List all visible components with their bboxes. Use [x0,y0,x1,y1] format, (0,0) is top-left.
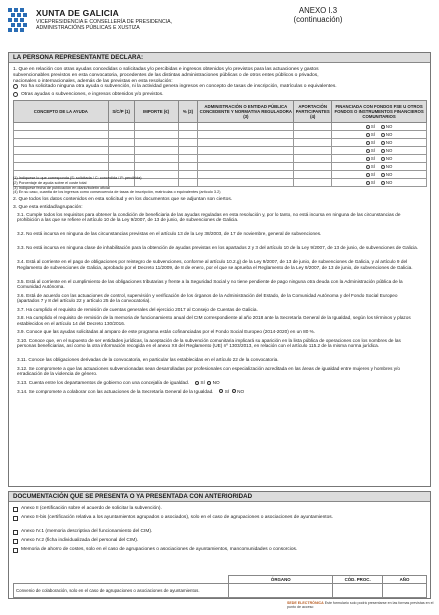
convenio-label: Convenio de colaboración, solo en el caso de agrupaciones o asociaciones de ayuntamientos. [14,584,229,598]
table-cell-input[interactable] [178,163,198,171]
no-option[interactable]: NO [381,156,392,161]
declaration-1: 1. Que en relación con otras ayudas concedidas o solicitadas y/o percibidas e ingresos obtenidos y/o previstos para las actuaciones y gastos subvencionables previstos en esta convocatoria, procedentes de las distintas administraciones públicas o de otros entes públicos o privados, nacionales o internacionales, además de las previstas en esta resolución: [13,67,319,84]
no-option[interactable]: NO [381,148,392,153]
table-cell-input[interactable] [108,131,134,139]
declaration-item: 3.13. Cuenta entre los departamentos de gobierno con una concejalía de igualdad. SÍ NO [17,380,220,385]
radio-icon[interactable] [219,389,223,393]
col-contribution: APORTACIÓN PARTICIPANTES (4) [294,101,332,123]
table-cell-input[interactable] [14,155,109,163]
radio-icon[interactable] [366,173,370,177]
table-cell-input[interactable] [108,139,134,147]
radio-icon[interactable] [207,381,211,385]
col-amount: IMPORTE (€) [134,101,178,123]
table-cell-input[interactable] [198,131,294,139]
yes-no-choice[interactable]: SÍ NO [219,389,244,394]
section-title: DOCUMENTACIÓN QUE SE PRESENTA O YA PRESENTADA CON ANTERIORIDAD [9,492,430,502]
checkbox-icon[interactable] [13,516,18,521]
radio-icon[interactable] [13,92,18,97]
declaration-item: 3.10. Conoce que, en el supuesto de ser entidades jurídicas, la aceptación de la subvención comunitaria implicará su aparición en la lista pública de operaciones con los nombres de las personas beneficiarias, así como la otra información recogida en el anexo XII del Reglamento (UE) nº 1303/2013, en relación con el artículo 115.2 de la misma norma jurídica. [17,338,401,349]
radio-icon[interactable] [366,165,370,169]
table-row [14,139,427,147]
yes-option[interactable]: SÍ [366,124,375,129]
eu-funds-choice[interactable] [332,163,427,171]
radio-icon[interactable] [195,381,199,385]
table-cell-input[interactable] [134,139,178,147]
radio-other-aid[interactable]: Otras ayudas o subvenciones, e ingresos obtenidos y/o previstos. [13,92,163,98]
table-cell-input[interactable] [198,163,294,171]
declaration-3: 3. Que esta entidad/agrupación: [13,205,83,210]
footer-note: SEDE ELECTRÓNICA Este formulario solo podrá presentarse en las formas previstas en el punto de acceso [287,601,434,610]
radio-icon[interactable] [381,173,385,177]
year-input[interactable] [383,584,427,598]
table-cell-input[interactable] [108,123,134,131]
org-name: XUNTA DE GALICIA [36,8,120,18]
table-cell-input[interactable] [294,179,332,187]
document-item[interactable]: Memoria de ahorro de costes, solo en el caso de agrupaciones o asociaciones de ayuntamientos, mancomunidades o consorcios. [13,547,427,553]
table-cell-input[interactable] [178,139,198,147]
radio-icon[interactable] [366,157,370,161]
organ-table [13,575,427,598]
yes-option[interactable]: SÍ [366,172,375,177]
radio-icon[interactable] [366,141,370,145]
table-cell-input[interactable] [178,131,198,139]
yes-option[interactable]: SÍ [366,148,375,153]
no-option[interactable]: NO [381,140,392,145]
col-percent: % (2) [178,101,198,123]
table-row [14,147,427,155]
declaration-item: 3.4. Está al corriente en el pago de obligaciones por reintegro de subvenciones, conforme al artículo 10.2.g) de la Ley 9/2007, de 13 de junio, de subvenciones de Galicia, y al artículo 9 del Reglamento de subvenciones de Galicia, aprobado por el Decreto 11/2009, de 8 de enero, por el que se aprueba el Reglamento de la Ley 9/2007, de 13 de junio, de subvenciones de Galicia. [17,259,413,270]
radio-icon[interactable] [366,125,370,129]
eu-funds-choice[interactable] [332,131,427,139]
checkbox-icon[interactable] [13,507,18,512]
yes-option[interactable]: SÍ [366,140,375,145]
no-option[interactable]: NO [381,164,392,169]
documentation-section [8,491,431,599]
table-cell-input[interactable] [178,147,198,155]
table-cell-input[interactable] [178,123,198,131]
yes-option[interactable]: SÍ [366,180,375,185]
declaration-item: 3.5. Está al corriente en el cumplimiento de las obligaciones tributarias y frente a la Seguridad Social y no tiene pendiente de pago ninguna otra deuda con la Administración pública de la Comunidad Autónoma. [17,278,403,290]
eu-funds-choice[interactable] [332,155,427,163]
section-title: LA PERSONA REPRESENTANTE DECLARA: [9,53,430,63]
eu-funds-choice[interactable] [332,123,427,131]
declaration-item: 3.7. Ha cumplido el requisito de remisión de cuentas generales del ejercicio 2017 al Consejo de Cuentas de Galicia. [17,306,258,312]
declaration-item: 3.1. Cumple todos los requisitos para obtener la condición de beneficiaria de las ayudas reguladas en esta resolución y, por lo tanto, no está incursa en ninguna de las circunstancias de prohibición a las que se refiere el artículo 10 de la Ley 9/2007, de 13 de junio, de subvenciones de Galicia. [17,212,401,223]
footnotes: (1) Indíquese lo que corresponda (S: solicitada / C: concedida / P: percibida) (2) Porcentaje de ayuda sobre el coste total (3) Indíquese fecha de publicación en diario/boletín oficial (4) En su caso, cuantía de los ingresos como consecuencia de tasas de inscripción, matrículas o equivalentes (artículo 3.2) [13,176,221,195]
table-cell-input[interactable] [294,163,332,171]
radio-icon[interactable] [13,84,18,89]
table-cell-input[interactable] [294,123,332,131]
col-administration: ADMINISTRACIÓN O ENTIDAD PÚBLICA CONCEDENTE Y NORMATIVA REGULADORA (3) [198,101,294,123]
table-cell-input[interactable] [14,123,109,131]
table-row [14,131,427,139]
table-cell-input[interactable] [14,147,109,155]
no-option[interactable]: NO [381,132,392,137]
table-cell-input[interactable] [198,139,294,147]
radio-icon[interactable] [381,165,385,169]
yes-option[interactable]: SÍ [366,156,375,161]
table-cell-input[interactable] [108,163,134,171]
table-cell-input[interactable] [108,147,134,155]
checkbox-icon[interactable] [13,530,18,535]
radio-icon[interactable] [381,181,385,185]
table-row [14,155,427,163]
col-organ: ÓRGANO [229,576,333,584]
radio-icon[interactable] [232,389,236,393]
table-row [14,123,427,131]
declaration-item: 3.8. Ha cumplido el requisito de remisión de la memoria de funcionamiento anual del CIM correspondiente al año 2018 ante la Secretaría General de la Igualdad, según los términos y plazos establecidos en el artículo 14 del Decreto 130/2016. [17,315,411,326]
radio-icon[interactable] [381,133,385,137]
no-option[interactable]: NO [381,124,392,129]
table-cell-input[interactable] [134,123,178,131]
table-cell-input[interactable] [108,155,134,163]
org-department: VICEPRESIDENCIA E CONSELLERÍA DE PRESIDENCIA, ADMINISTRACIÓNS PÚBLICAS E XUSTIZA [36,19,173,32]
eu-funds-choice[interactable] [332,139,427,147]
document-item[interactable]: Anexo II (certificación sobre el acuerdo de solicitar la subvención). [13,506,427,512]
yes-option[interactable]: SÍ [366,164,375,169]
declaration-item: 3.2. No está incursa en ninguna de las circunstancias previstas en el artículo 13 de la Ley 38/2003, de 17 de noviembre, general de subvenciones. [17,231,322,237]
no-option[interactable]: NO [381,180,392,185]
declaration-item: 3.14. Se compromete a colaborar con las actuaciones de la Secretaría General de la Igualdad. SÍ NO [17,388,245,394]
organ-input[interactable] [229,584,333,598]
table-cell-input[interactable] [198,155,294,163]
radio-icon[interactable] [381,157,385,161]
radio-icon[interactable] [381,149,385,153]
yes-no-choice[interactable]: SÍ NO [195,380,220,385]
declaration-item: 3.12. Se compromete a que las actuaciones subvencionadas sean desarrolladas por profesionales con especialización acreditada en las áreas de igualdad entre mujeres y hombres y/o erradicación de la violencia de género. [17,366,401,377]
radio-icon[interactable] [366,181,370,185]
no-option[interactable]: NO [381,172,392,177]
yes-option[interactable]: SÍ [366,132,375,137]
radio-icon[interactable] [366,149,370,153]
document-item[interactable]: Anexo IV.1 (memoria descriptiva del funcionamiento del CIM). [13,529,427,535]
radio-no-aid[interactable]: No ha solicitado ninguna otra ayuda o subvención, ni la actividad genera ingresos en concepto de tasas de inscripción, matrículas o equivalentes. [13,84,337,90]
eu-funds-choice[interactable] [332,171,427,179]
table-row [14,163,427,171]
radio-icon[interactable] [366,133,370,137]
aids-table [13,100,427,187]
table-cell-input[interactable] [14,163,109,171]
checkbox-icon[interactable] [13,548,18,553]
document-item[interactable]: Anexo II-bis (certificación relativa a los ayuntamientos agrupados o asociados), solo en el caso de agrupaciones o asociaciones de ayuntamientos. [13,515,427,521]
col-year: AÑO [383,576,427,584]
document-item[interactable]: Anexo IV.2 (ficha individualizada del personal del CIM). [13,538,427,544]
table-cell-input[interactable] [294,139,332,147]
document-header [8,6,431,52]
table-cell-input[interactable] [294,147,332,155]
proc-code-input[interactable] [333,584,383,598]
table-cell-input[interactable] [14,139,109,147]
declaration-item: 3.6. Está de acuerdo con las actuaciones de control, supervisión y verificación de los órganos de la Administración del Estado, de la Comunidad Autónoma y del Fondo Social Europeo (apartados 7 y 8 del artículo 22 y artículo 25 de la convocatoria). [17,292,398,304]
table-cell-input[interactable] [294,171,332,179]
table-cell-input[interactable] [134,131,178,139]
table-cell-input[interactable] [198,147,294,155]
declaration-item: 3.3. No está incursa en ninguna clase de inhabilitación para la obtención de ayudas previstas en los apartados 2 y 3 del artículo 10 de la Ley 9/2007, de 13 de junio, de subvenciones de Galicia. [17,245,419,251]
table-cell-input[interactable] [134,155,178,163]
radio-icon[interactable] [381,141,385,145]
col-concept: CONCEPTO DE LA AYUDA [14,101,109,123]
declaration-item: 3.9. Conoce que las ayudas solicitadas al amparo de este programa están cofinanciadas por el Fondo Social Europeo (2014-2020) en un 80 %. [17,329,316,335]
table-cell-input[interactable] [14,131,109,139]
col-proc-code: CÓD. PROC. [333,576,383,584]
radio-icon[interactable] [381,125,385,129]
eu-funds-choice[interactable] [332,179,427,187]
table-cell-input[interactable] [294,131,332,139]
xunta-logo-icon [8,8,30,38]
table-cell-input[interactable] [178,155,198,163]
table-cell-input[interactable] [134,163,178,171]
declaration-section [8,52,431,487]
table-cell-input[interactable] [294,155,332,163]
table-cell-input[interactable] [134,147,178,155]
col-eu-funds: FINANCIADA CON FONDOS FSE U OTROS FONDOS O INSTRUMENTOS FINANCIEROS COMUNITARIOS [332,101,427,123]
declaration-item: 3.11. Conoce las obligaciones derivadas de la convocatoria, en particular las establecidas en el artículo 22 de la convocatoria. [17,357,279,363]
checkbox-icon[interactable] [13,539,18,544]
annex-label: ANEXO I.3 (continuación) [293,6,343,24]
declaration-2: 2. Que todos los datos contenidos en esta solicitud y en los documentos que se adjuntan son ciertos. [13,197,233,202]
eu-funds-choice[interactable] [332,147,427,155]
col-scp: S/C/P (1) [108,101,134,123]
table-cell-input[interactable] [198,123,294,131]
